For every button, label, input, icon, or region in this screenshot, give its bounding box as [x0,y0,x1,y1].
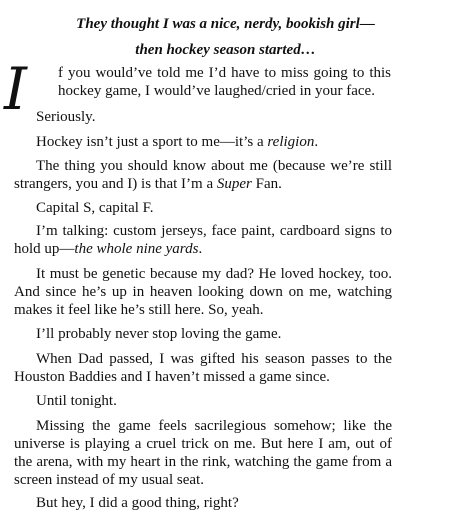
paragraph-never-stop: I’ll probably never stop loving the game. [36,326,282,342]
tagline-line-1: They thought I was a nice, nerdy, bookish girl— [76,16,375,32]
tagline-line-2: then hockey season started… [135,42,316,58]
paragraph-seriously: Seriously. [36,109,96,125]
emphasis-religion: religion [267,134,315,150]
paragraph-religion: Hockey isn’t just a sport to me—it’s a religion. [36,134,319,150]
paragraph-custom-jerseys: I’m talking: custom jerseys, face paint, cardboard signs to hold up—the whole nine yards. [14,223,392,257]
paragraph-genetic: It must be genetic because my dad? He loved hockey, too. And since he’s up in heaven looking down on me, watching makes it feel like he’s still here. So, yeah. [14,266,392,318]
paragraph-missing-game: Missing the game feels sacrilegious somehow; like the universe is playing a cruel trick on me. But here I am, out of the arena, with my heart in the rink, watching the game from a screen instead of my usual seat. [14,418,392,488]
paragraph-good-thing: But hey, I did a good thing, right? [36,495,239,511]
emphasis-nine-yards: the whole nine yards [74,241,199,257]
drop-cap-letter: I [4,55,27,123]
paragraph-capital: Capital S, capital F. [36,200,154,216]
paragraph-until-tonight: Until tonight. [36,393,117,409]
emphasis-super: Super [216,176,252,192]
paragraph-super-fan: The thing you should know about me (because we’re still strangers, you and I) is that I’m a Super Fan. [14,158,392,192]
opening-line-2: hockey game, I would’ve laughed/cried in your face. [58,83,375,99]
paragraph-dad-passed: When Dad passed, I was gifted his season passes to the Houston Baddies and I haven’t missed a game since. [14,351,392,385]
opening-line-1: f you would’ve told me I’d have to miss going to this [58,65,391,81]
